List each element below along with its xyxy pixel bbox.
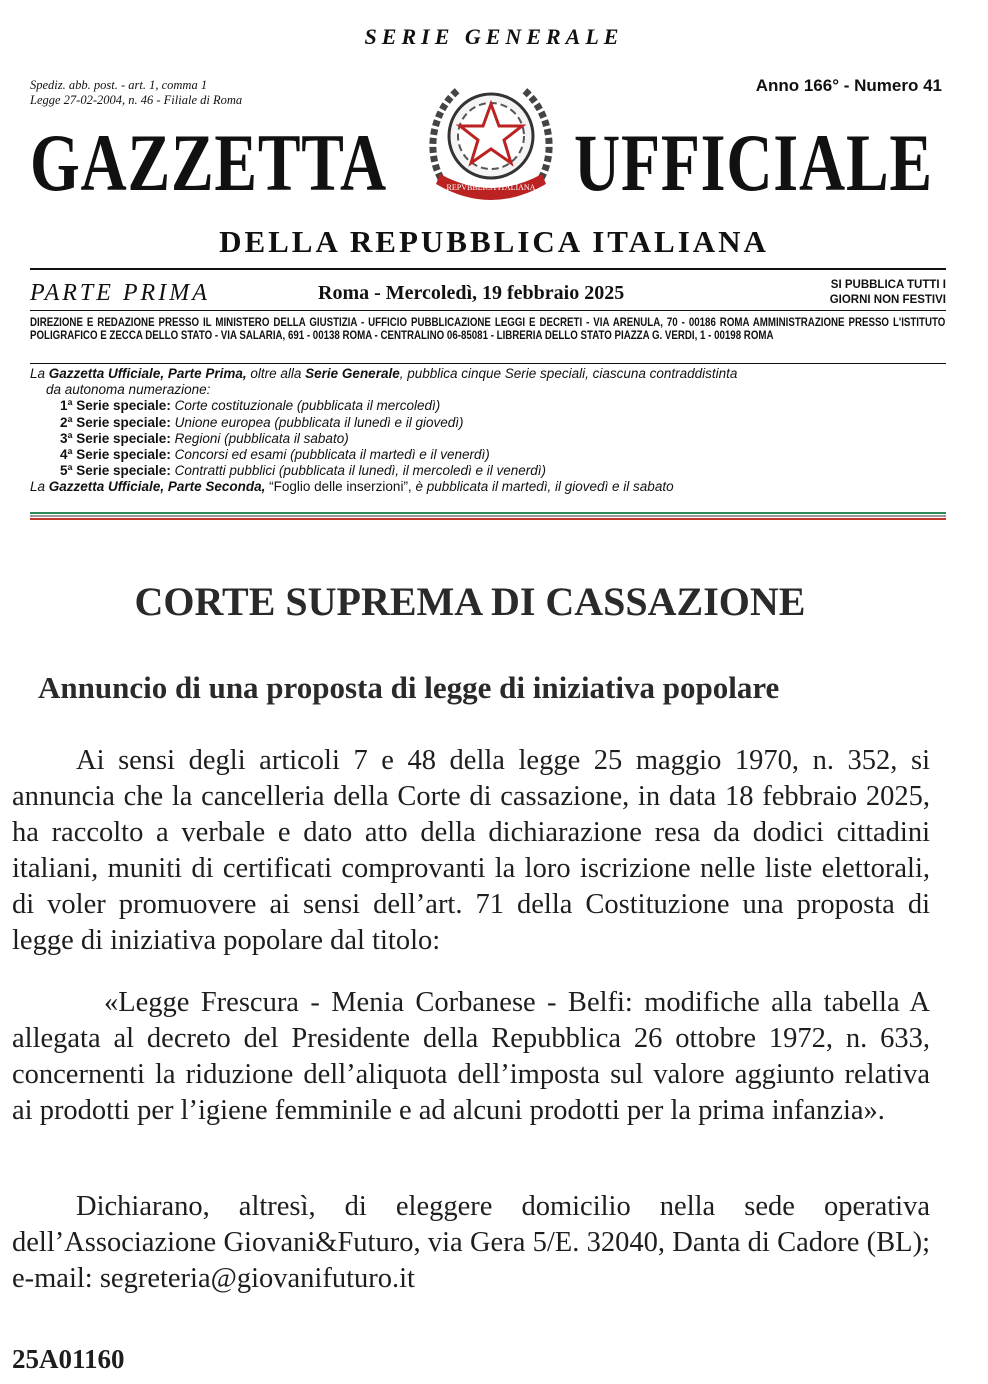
series-item-text: Corte costituzionale (pubblicata il mercoledì) xyxy=(174,398,441,414)
article-paragraph-1: Ai sensi degli articoli 7 e 48 della legge 25 maggio 1970, n. 352, si annuncia che la cancelleria della Corte di cassazione, in data 18 febbraio 2025, ha raccolto a verbale e dato atto della dichiarazione resa da dodici cittadini italiani, muniti di certificati comprovanti la loro iscrizione nelle liste elettorali, di voler promuovere ai sensi dell’art. 71 della Costituzione una proposta di legge di iniziativa popolare dal titolo: xyxy=(12,745,930,956)
spedizione-line-2: Legge 27-02-2004, n. 46 - Filiale di Roma xyxy=(30,93,243,107)
series-item xyxy=(30,447,950,463)
article-paragraph-3: Dichiarano, altresì, di eleggere domicilio nella sede operativa dell’Associazione Giovani&Futuro, via Gera 5/E. 32040, Danta di Cadore (BL); e-mail: segreteria@giovanifuturo.it xyxy=(12,1191,930,1294)
emblem-ribbon-text: REPVBBLICA ITALIANA xyxy=(446,183,536,192)
series-item-label: 5ª Serie speciale: xyxy=(60,463,171,479)
series-item-text: Contratti pubblici (pubblicata il lunedì, il mercoledì e il venerdì) xyxy=(174,463,547,479)
series-item-text: Unione europea (pubblicata il lunedì e il giovedì) xyxy=(174,414,464,430)
publication-note xyxy=(830,278,946,308)
article-paragraph-2: «Legge Frescura - Menia Corbanese - Belfi: modifiche alla tabella A allegata al decreto del Presidente della Repubblica 26 ottobre 1972, n. 633, concernenti la riduzione dell’aliquota dell’imposta sul valore aggiunto relativa ai prodotti per l’igiene femminile e ad alcuni prodotti per la prima infanzia». xyxy=(12,987,930,1126)
series-intro-text: oltre alla xyxy=(246,366,306,381)
series-item xyxy=(30,415,950,431)
series-intro-text: La xyxy=(30,366,49,381)
series-outro-text: La xyxy=(30,479,49,495)
divider xyxy=(30,268,946,270)
masthead-left: GAZZETTA xyxy=(30,117,387,208)
spedizione-note xyxy=(30,78,242,108)
issue-number: Anno 166° - Numero 41 xyxy=(755,76,942,95)
series-intro xyxy=(30,366,950,382)
series-outro-bold: Gazzetta Ufficiale, Parte Seconda, xyxy=(48,479,266,495)
series-item-label: 3ª Serie speciale: xyxy=(60,430,171,446)
publication-note-line-1: SI PUBBLICA TUTTI I xyxy=(830,279,946,291)
series-item-label: 4ª Serie speciale: xyxy=(60,447,171,463)
document-code: 25A01160 xyxy=(12,1344,125,1374)
article-heading: Annuncio di una proposta di legge di iniziativa popolare xyxy=(38,670,780,705)
series-item xyxy=(30,431,950,447)
tricolor-red-stripe xyxy=(30,518,946,520)
series-intro-bold: Gazzetta Ufficiale, Parte Prima, xyxy=(48,366,247,381)
series-item xyxy=(30,398,950,414)
masthead-subtitle: DELLA REPUBBLICA ITALIANA xyxy=(219,224,769,259)
divider xyxy=(30,363,946,364)
italian-emblem-icon xyxy=(418,66,564,212)
series-item-label: 1ª Serie speciale: xyxy=(60,398,171,414)
serie-generale-label: SERIE GENERALE xyxy=(364,24,624,49)
masthead-right: UFFICIALE xyxy=(574,117,933,208)
article-title: CORTE SUPREMA DI CASSAZIONE xyxy=(134,579,806,624)
series-intro-cont: da autonoma numerazione: xyxy=(46,382,211,398)
series-item-label: 2ª Serie speciale: xyxy=(60,414,171,430)
series-info xyxy=(30,366,950,496)
tricolor-gray-stripe xyxy=(30,515,946,517)
series-item xyxy=(30,463,950,479)
series-intro-bold: Serie Generale xyxy=(305,366,400,381)
spedizione-line-1: Spediz. abb. post. - art. 1, comma 1 xyxy=(30,78,208,92)
parte-label: PARTE PRIMA xyxy=(30,280,210,306)
issue-date: Roma - Mercoledì, 19 febbraio 2025 xyxy=(318,282,625,304)
tricolor-band xyxy=(30,512,946,521)
series-outro-text: “Foglio delle inserzioni”, xyxy=(265,479,412,495)
series-item-text: Regioni (pubblicata il sabato) xyxy=(174,430,349,446)
divider xyxy=(30,310,946,311)
tricolor-green-stripe xyxy=(30,512,946,514)
series-outro xyxy=(30,479,950,495)
direzione-address: DIREZIONE E REDAZIONE PRESSO IL MINISTERO DELLA GIUSTIZIA - UFFICIO PUBBLICAZIONE LEGGI E DECRETI - VIA ARENULA, 70 - 00186 ROMA AMMINISTRAZIONE PRESSO L'ISTITUTO POLIGRAFICO E ZECCA DELLO STATO - VIA SALARIA, 691 - 00138 ROMA - CENTRALINO 06-85081 - LIBRERIA DELLO STATO PIAZZA G. VERDI, 1 - 00198 ROMA xyxy=(30,315,946,342)
series-intro-text: , pubblica cinque Serie speciali, ciascuna contraddistinta xyxy=(399,366,738,381)
publication-note-line-2: GIORNI NON FESTIVI xyxy=(829,294,946,306)
series-item-text: Concorsi ed esami (pubblicata il martedì e il venerdì) xyxy=(174,447,490,463)
series-outro-text: è pubblicata il martedì, il giovedì e il sabato xyxy=(411,479,674,495)
